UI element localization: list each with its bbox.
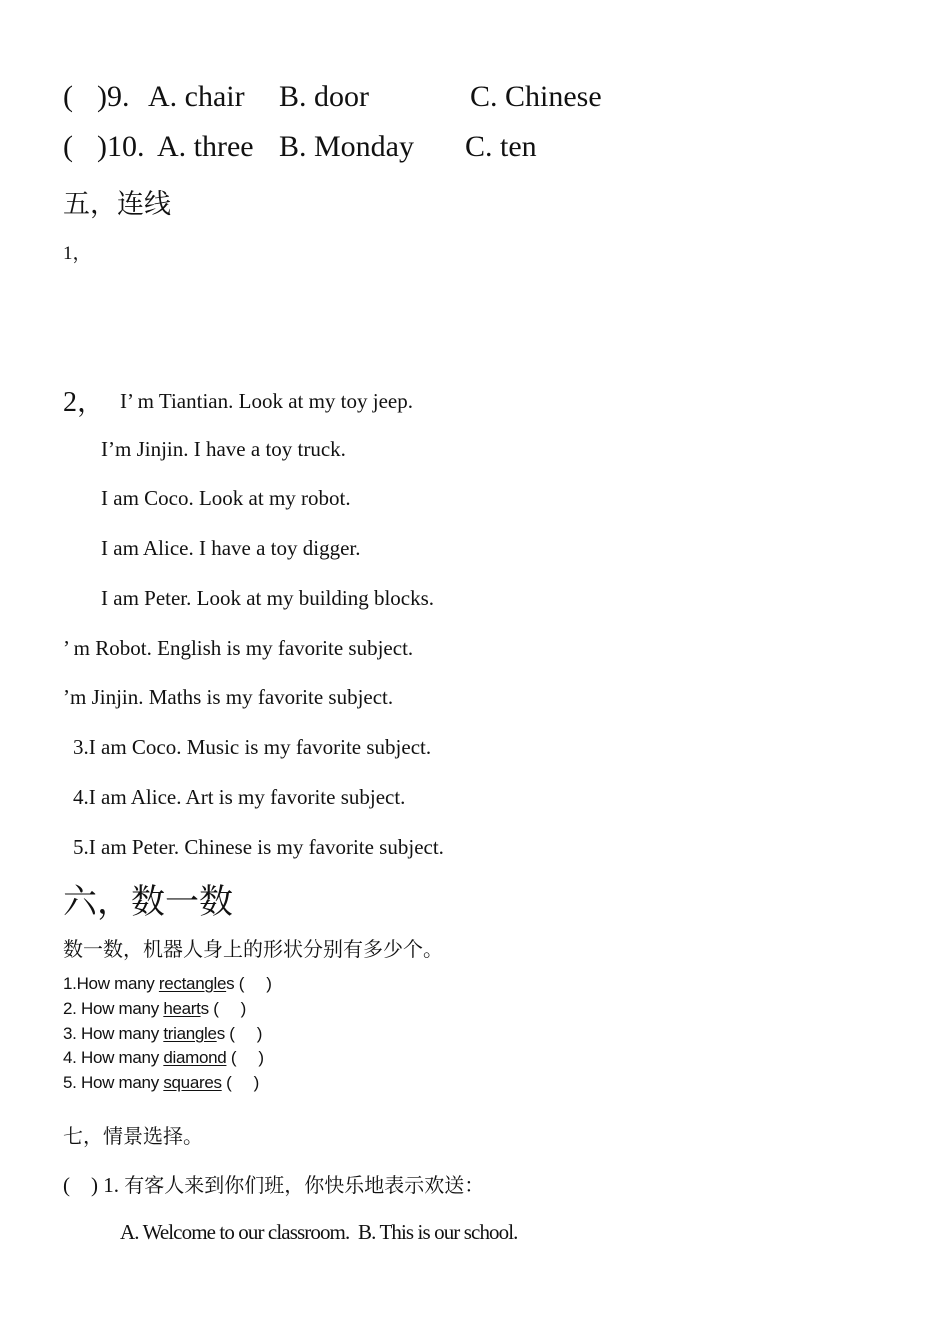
q9-number: )9. bbox=[97, 80, 130, 113]
situation-question-1-options: A. Welcome to our classroom. B. This is our school. bbox=[120, 1220, 518, 1244]
match-line-b2: ’m Jinjin. Maths is my favorite subject. bbox=[63, 685, 394, 709]
situation-question-1 bbox=[63, 1169, 484, 1198]
question-prefix: 3. How many bbox=[63, 1024, 164, 1043]
question-text: 有客人来到你们班，你快乐地表示欢送： bbox=[124, 1173, 485, 1197]
count-question-5 bbox=[63, 1073, 259, 1093]
question-number: ( ) 1. bbox=[63, 1173, 125, 1197]
part6-instruction: 数一数，机器人身上的形状分别有多少个。 bbox=[63, 937, 443, 961]
match-line-b5: 5.I am Peter. Chinese is my favorite subject. bbox=[73, 835, 444, 859]
question-prefix: 1.How many bbox=[63, 974, 159, 993]
shape-word: rectangle bbox=[158, 974, 227, 993]
q10-option-c: C. ten bbox=[465, 130, 537, 163]
answer-blank: ( ) bbox=[221, 1073, 259, 1092]
shape-word: squares bbox=[163, 1073, 222, 1092]
count-question-2 bbox=[63, 999, 246, 1019]
answer-blank: s ( ) bbox=[216, 1024, 263, 1043]
answer-blank: s ( ) bbox=[200, 999, 247, 1018]
q9-option-b: B. door bbox=[279, 80, 369, 113]
match-line-a4: I am Alice. I have a toy digger. bbox=[101, 536, 361, 560]
answer-blank: s ( ) bbox=[226, 974, 272, 993]
answer-blank: ( ) bbox=[226, 1048, 264, 1067]
shape-word: triangle bbox=[163, 1024, 217, 1043]
match-line-a5: I am Peter. Look at my building blocks. bbox=[101, 586, 435, 610]
count-question-1 bbox=[63, 974, 272, 994]
match-line-b3: 3.I am Coco. Music is my favorite subject. bbox=[73, 735, 432, 759]
match-line-a2: I’m Jinjin. I have a toy truck. bbox=[101, 437, 346, 461]
count-question-3 bbox=[63, 1024, 262, 1044]
count-question-4 bbox=[63, 1048, 264, 1068]
q9-option-a: A. chair bbox=[148, 80, 245, 113]
part6-heading: 六，数一数 bbox=[63, 882, 233, 922]
shape-word: heart bbox=[163, 999, 201, 1018]
part5-item-1: 1， bbox=[63, 243, 92, 264]
match-line-a1: I’ m Tiantian. Look at my toy jeep. bbox=[120, 389, 413, 413]
q9-paren: ( bbox=[63, 80, 73, 113]
question-prefix: 2. How many bbox=[63, 999, 164, 1018]
q9-option-c: C. Chinese bbox=[470, 80, 602, 113]
q10-option-b: B. Monday bbox=[279, 130, 414, 163]
part7-heading: 七，情景选择。 bbox=[63, 1124, 203, 1148]
part5-item-2-number: 2， bbox=[63, 387, 106, 418]
q10-option-a: A. three bbox=[157, 130, 254, 163]
part5-heading: 五，连线 bbox=[63, 189, 171, 220]
question-prefix: 4. How many bbox=[63, 1048, 164, 1067]
question-prefix: 5. How many bbox=[63, 1073, 164, 1092]
match-line-b1: ’ m Robot. English is my favorite subject. bbox=[63, 636, 414, 660]
q10-number: )10. bbox=[97, 130, 145, 163]
match-line-b4: 4.I am Alice. Art is my favorite subject. bbox=[73, 785, 406, 809]
shape-word: diamond bbox=[163, 1048, 227, 1067]
q10-paren: ( bbox=[63, 130, 73, 163]
match-line-a3: I am Coco. Look at my robot. bbox=[101, 486, 351, 510]
